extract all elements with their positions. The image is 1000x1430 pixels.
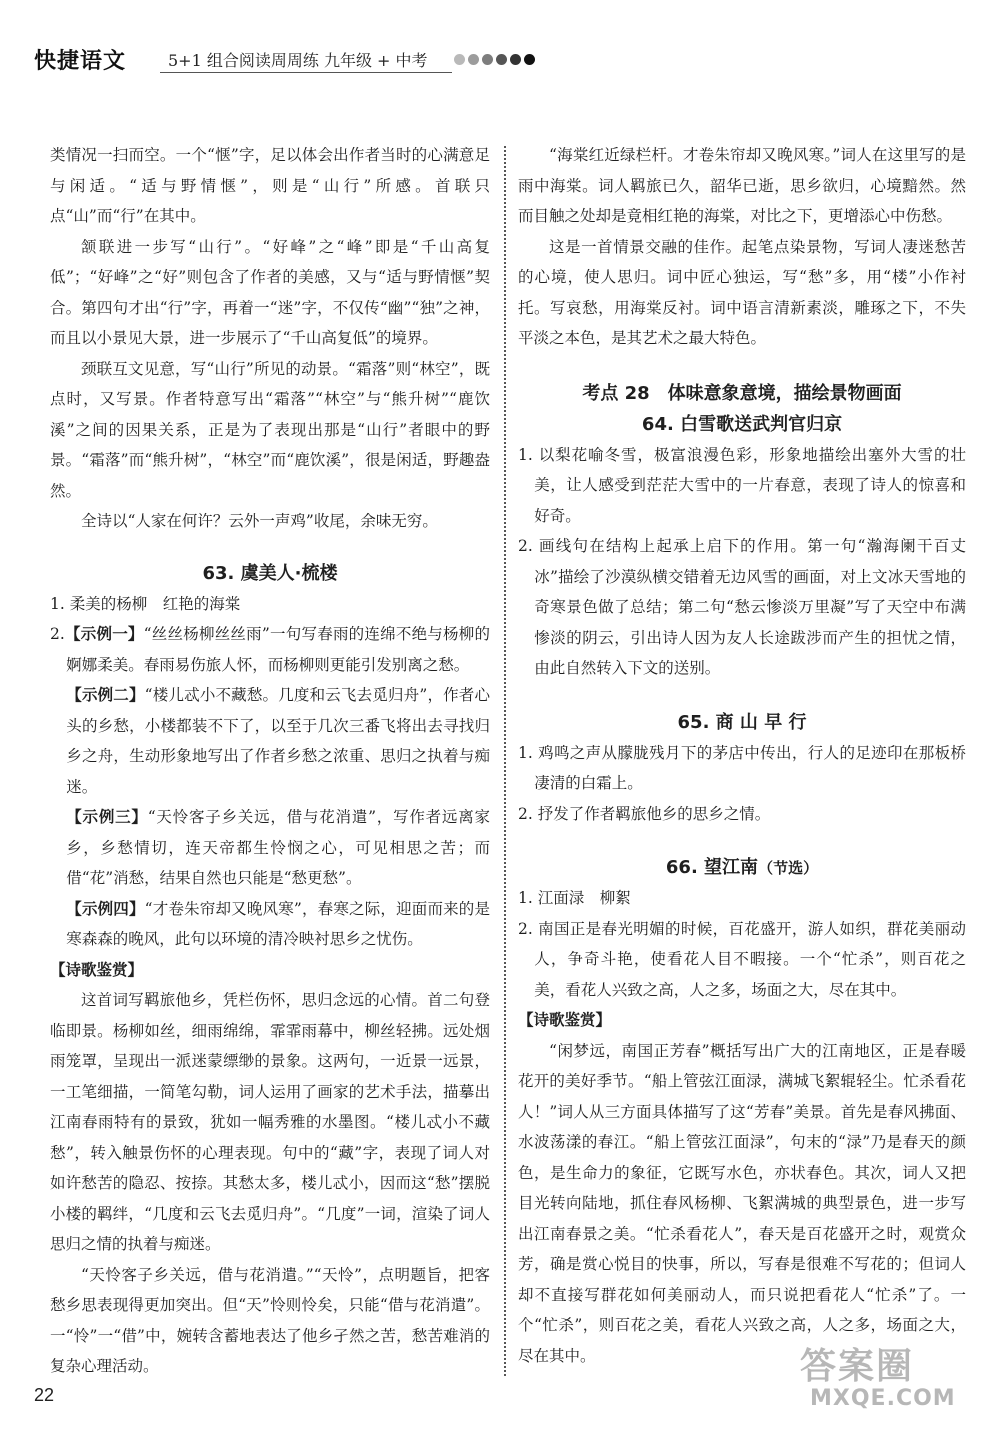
example-tag: 【示例二】 <box>66 686 145 704</box>
decorative-dot <box>510 54 521 65</box>
section-title-note: （节选） <box>758 859 819 877</box>
kaodian-heading: 考点 28 体味意象意境，描绘景物画面 <box>582 382 902 404</box>
column-divider <box>504 146 506 1376</box>
appreciation-heading: 【诗歌鉴赏】 <box>50 960 144 979</box>
answer-item: 2. 画线句在结构上起承上启下的作用。第一句“瀚海阑干百丈冰”描绘了沙漠纵横交错着无边风雪的画面，对上文冰天雪地的奇寒景色做了总结；第二句“愁云惨淡万里凝”写了天空中布满惨淡的阴云，引出诗人因为友人长途跋涉而产生的担忧之情，由此自然转入下文的送别。 <box>518 537 966 677</box>
item-number: 2. <box>50 625 65 643</box>
example-tag: 【示例一】 <box>64 625 144 643</box>
decorative-dot <box>468 54 479 65</box>
answer-item: 2. 抒发了作者羁旅他乡的思乡之情。 <box>518 804 771 823</box>
watermark-url: MXQE.COM <box>810 1386 956 1411</box>
decorative-dot <box>482 54 493 65</box>
section-title-text: 66. 望江南 <box>665 857 759 878</box>
intro-paragraph: “海棠红近绿栏杆。才卷朱帘却又晚风寒。”词人在这里写的是雨中海棠。词人羁旅已久，韶华已逝，思乡欲归，心境黯然。然而目触之处却是竟相红艳的海棠，对比之下，更增添心中伤愁。 <box>518 146 966 225</box>
answer-item: 1. 柔美的杨柳 红艳的海棠 <box>50 594 241 613</box>
example-tag: 【示例三】 <box>66 808 148 826</box>
appreciation-paragraph: “天怜客子乡关远，借与花消遣。”“天怜”，点明题旨，把客愁乡思表现得更加突出。但“天”怜则怜矣，只能“借与花消遣”。一“怜”一“借”中，婉转含蓄地表达了他乡孑然之苦，愁苦难消的复杂心理活动。 <box>50 1265 490 1375</box>
intro-paragraph: 这是一首情景交融的佳作。起笔点染景物，写词人凄迷愁苦的心境，使人思归。词中匠心独运，写“愁”多，用“楼”小作衬托。写哀愁，用海棠反衬。词中语言清新素淡，雕琢之下，不失平淡之本色，是其艺术之最大特色。 <box>518 237 966 347</box>
appreciation-paragraph: “闲梦远，南国正芳春”概括写出广大的江南地区，正是春暖花开的美好季节。“船上管弦江面渌，满城飞絮辊轻尘。忙杀看花人！”词人从三方面具体描写了这“芳春”美景。首先是春风拂面、水波荡漾的春江。“船上管弦江面渌”，句末的“渌”乃是春天的颜色，是生命力的象征，它既写水色，亦状春色。其次，词人又把目光转向陆地，抓住春风杨柳、飞絮满城的典型景色，进一步写出江南春景之美。“忙杀看花人”，春天是百花盛开之时，观赏众芳，确是赏心悦目的快事，所以，写春是很难不写花的；但词人却不直接写群花如何美丽动人，而只说把看花人“忙杀”了。一个“忙杀”，则百花之美，看花人兴致之高，人之多，场面之大，尽在其中。 <box>518 1041 966 1365</box>
left-column <box>50 140 490 1382</box>
example-tag: 【示例四】 <box>66 899 145 918</box>
appreciation-paragraph: 这首词写羁旅他乡，凭栏伤怀，思归念远的心情。首二句登临即景。杨柳如丝，细雨绵绵，霏霏雨幕中，柳丝轻拂。远处烟雨笼罩，呈现出一派迷蒙缥缈的景象。这两句，一近景一远景，一工笔细描，一简笔勾勒，词人运用了画家的艺术手法，描摹出江南春雨特有的景致，犹如一幅秀雅的水墨图。“楼儿忒小不藏愁”，转入触景伤怀的心理表现。句中的“藏”字，表现了词人对如许愁苦的隐忍、按捺。其愁太多，楼儿忒小，因而这“愁”摆脱小楼的羁绊，“几度和云飞去觅归舟”。“几度”一词，渲染了词人思归之情的执着与痴迷。 <box>50 991 490 1253</box>
answer-example <box>50 680 490 802</box>
section-title-63: 63. 虞美人·梳楼 <box>202 562 338 584</box>
header-rule <box>160 72 452 73</box>
answer-item: 1. 江面渌 柳絮 <box>518 889 631 907</box>
decorative-dot <box>524 54 535 65</box>
answer-example <box>50 894 490 955</box>
example-text: “丝丝杨柳丝丝雨”一句写春雨的连绵不绝与杨柳的婀娜柔美。春雨易伤旅人怀，而杨柳则更能引发别离之愁。 <box>66 625 490 674</box>
page-header <box>34 44 594 76</box>
answer-item <box>50 619 490 680</box>
decorative-dot <box>496 54 507 65</box>
answer-item: 1. 以梨花喻冬雪，极富浪漫色彩，形象地描绘出塞外大雪的壮美，让人感受到茫茫大雪中的一片春意，表现了诗人的惊喜和好奇。 <box>518 445 966 525</box>
brand-title: 快捷语文 <box>34 49 127 74</box>
intro-paragraph: 颈联互文见意，写“山行”所见的动景。“霜落”则“林空”，既点时，又写景。作者特意写出“霜落”“林空”与“熊升树”“鹿饮溪”之间的因果关系，正是为了表现出那是“山行”者眼中的野景。“霜落”而“熊升树”，“林空”而“鹿饮溪”，很是闲适，野趣盎然。 <box>50 359 490 500</box>
answer-item: 1. 鸡鸣之声从朦胧残月下的茅店中传出，行人的足迹印在那板桥凄清的白霜上。 <box>518 743 966 792</box>
answer-item: 2. 南国正是春光明媚的时候，百花盛开，游人如织，群花美丽动人，争奇斗艳，使看花人目不暇接。一个“忙杀”，则百花之美，看花人兴致之高，人之多，场面之大，尽在其中。 <box>518 919 966 999</box>
section-title-64: 64. 白雪歌送武判官归京 <box>641 413 843 435</box>
watermark-main: 答案圈 <box>800 1346 915 1387</box>
intro-paragraph: 类情况一扫而空。一个“惬”字，足以体会出作者当时的心满意足与闲适。“适与野情惬”，则是“山行”所感。首联只点“山”而“行”在其中。 <box>50 146 490 225</box>
intro-paragraph: 全诗以“人家在何许？云外一声鸡”收尾，余味无穷。 <box>81 512 438 530</box>
decorative-dots <box>454 54 535 65</box>
section-title-65: 65. 商 山 早 行 <box>677 711 807 733</box>
right-column <box>518 140 966 1371</box>
example-text: “才卷朱帘却又晚风寒”，春寒之际，迎面而来的是寒森森的晚风，此句以环境的清冷映衬思乡之忧伤。 <box>66 899 490 948</box>
answer-example <box>50 802 490 894</box>
page-number: 22 <box>34 1385 55 1405</box>
watermark-logo <box>790 1338 990 1418</box>
section-title-66 <box>518 853 966 883</box>
example-text: “楼儿忒小不藏愁。几度和云飞去觅归舟”，作者心头的乡愁，小楼都装不下了，以至于几次三番飞将出去寻找归乡之舟，生动形象地写出了作者乡愁之浓重、思归之执着与痴迷。 <box>66 686 490 796</box>
appreciation-heading: 【诗歌鉴赏】 <box>518 1011 612 1029</box>
series-title: 5+1 组合阅读周周练 九年级 + 中考 <box>168 51 428 70</box>
example-text: “天怜客子乡关远，借与花消遣”，写作者远离家乡，乡愁情切，连天帝都生怜悯之心，可见相思之苦；而借“花”消愁，结果自然也只能是“愁更愁”。 <box>66 808 490 887</box>
intro-paragraph: 颔联进一步写“山行”。“好峰”之“峰”即是“千山高复低”；“好峰”之“好”则包含了作者的美感，又与“适与野情惬”契合。第四句才出“行”字，再着一“迷”字，不仅传“幽”“独”之神，而且以小景见大景，进一步展示了“千山高复低”的境界。 <box>50 237 490 347</box>
decorative-dot <box>454 54 465 65</box>
